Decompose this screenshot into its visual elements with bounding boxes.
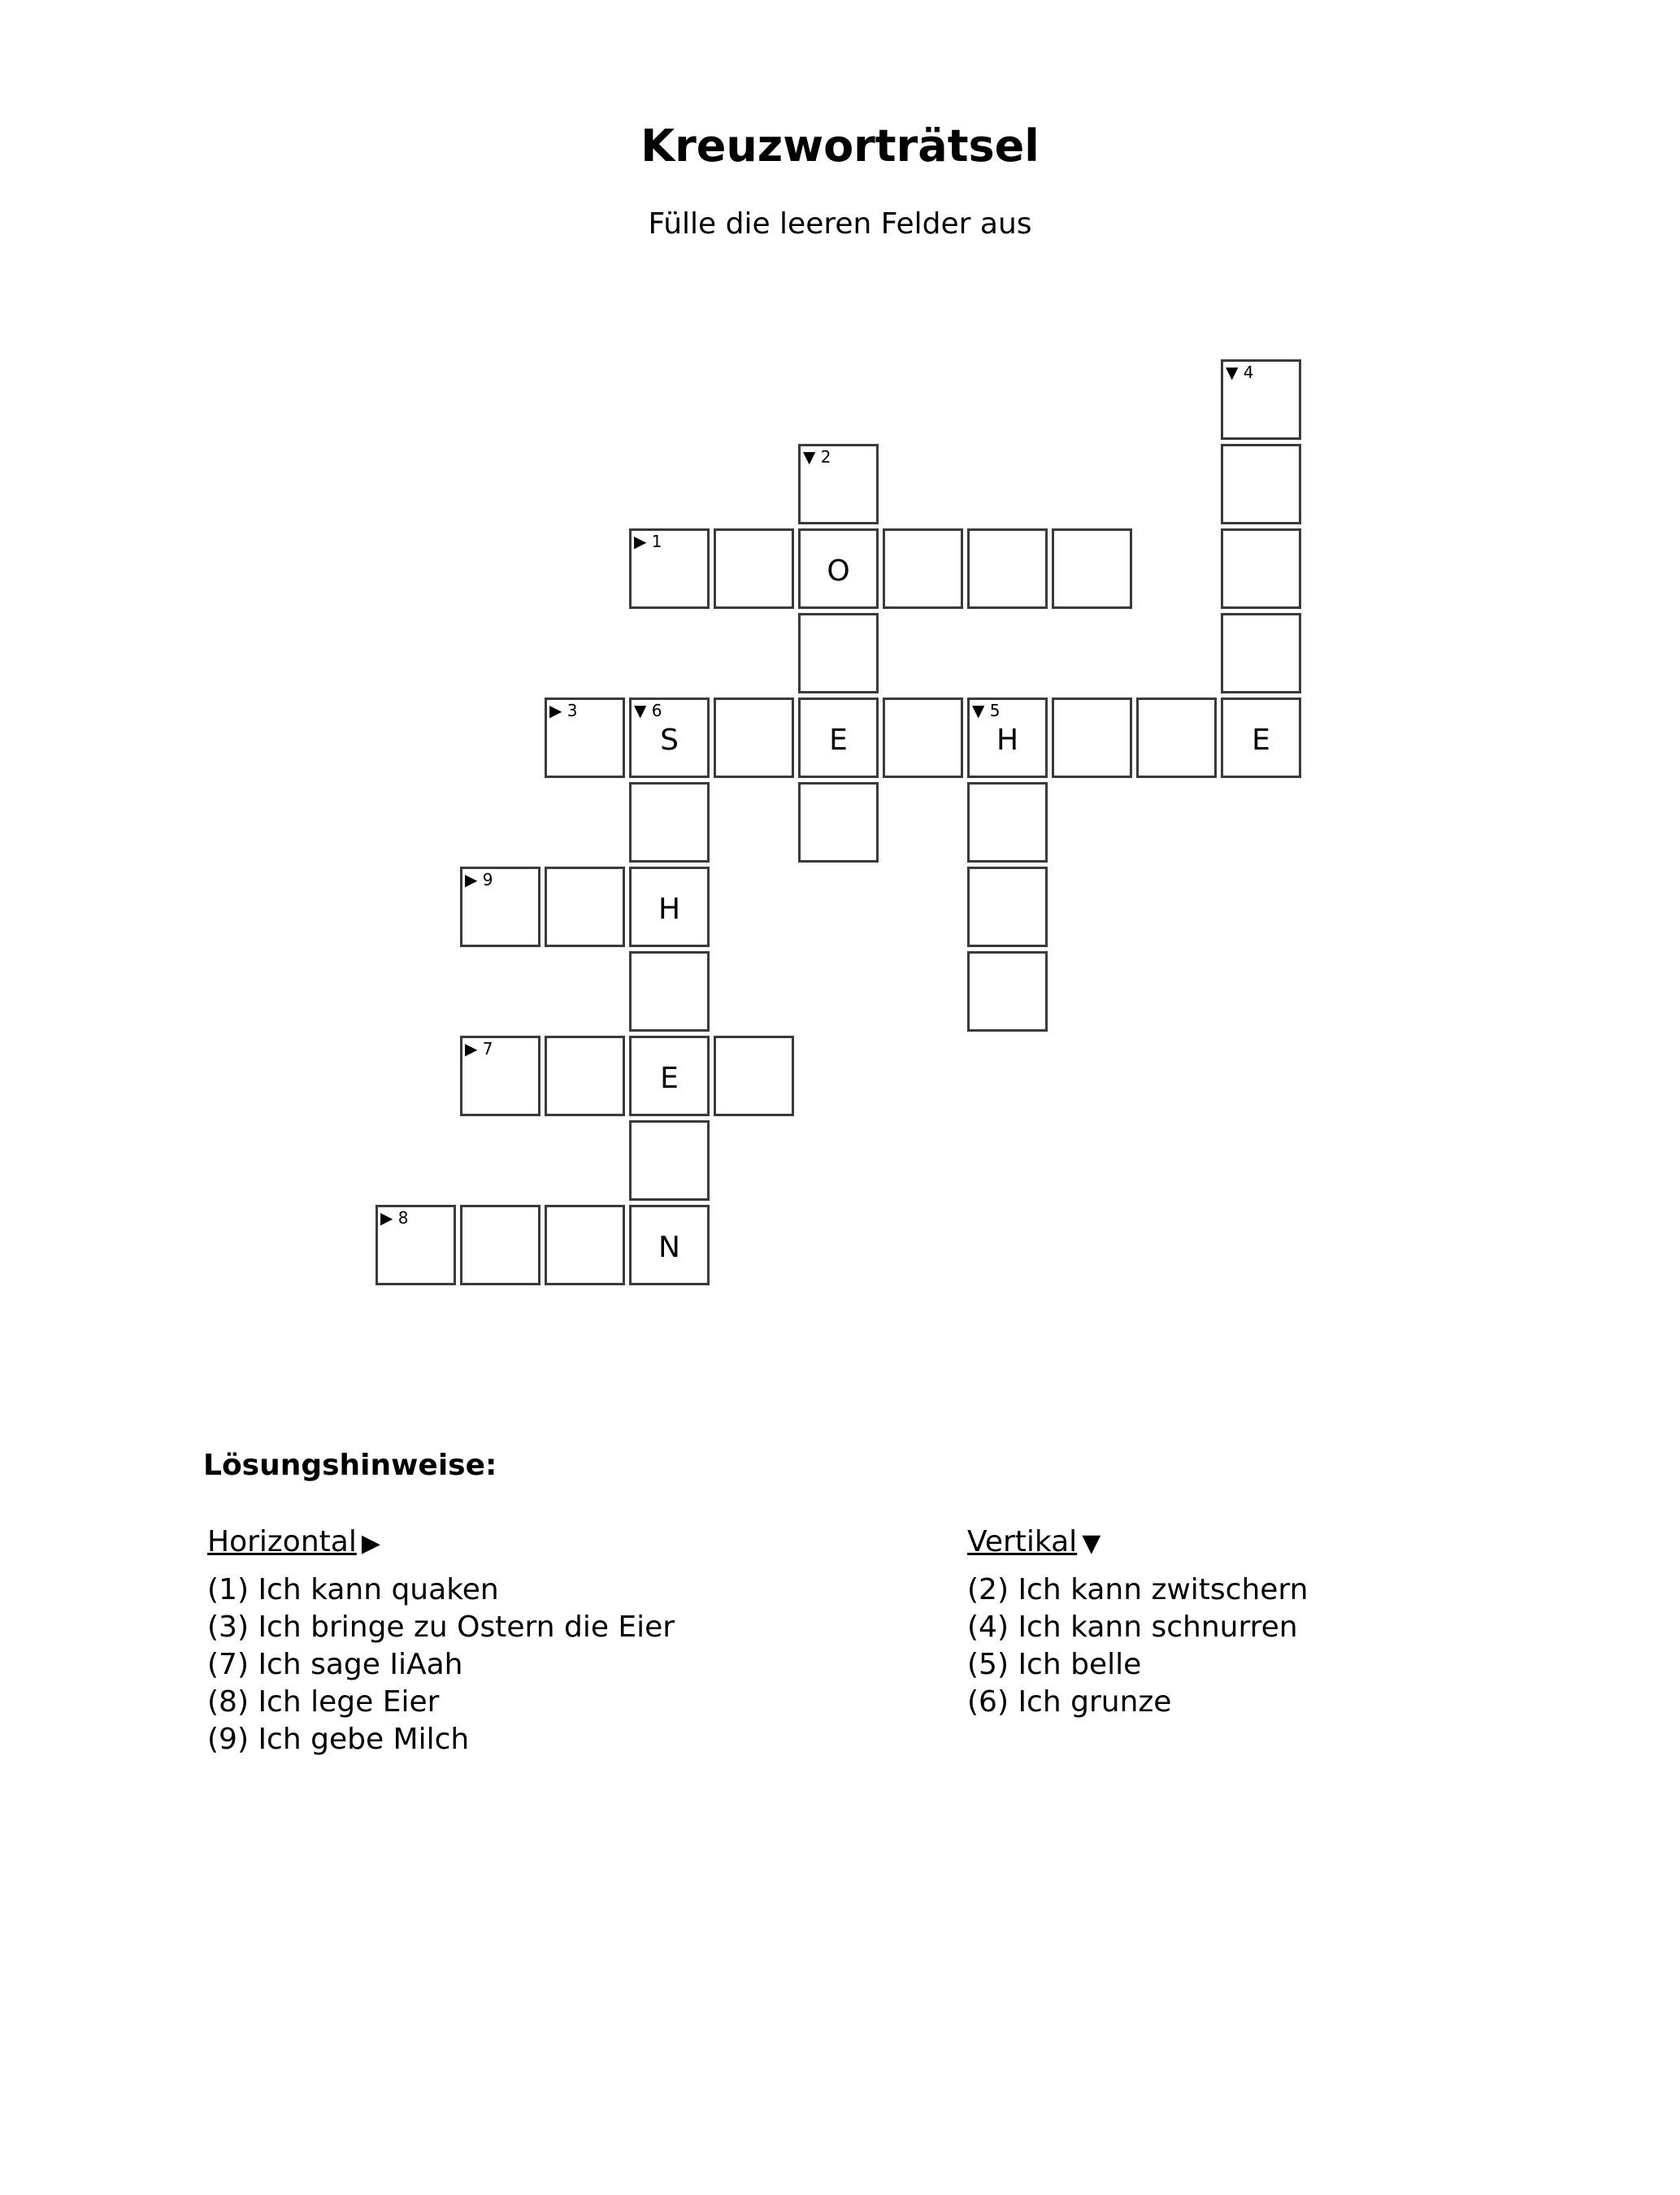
hints-title: Lösungshinweise:: [203, 1449, 497, 1482]
crossword-cell[interactable]: [1221, 613, 1301, 693]
clue-down-2: (2) Ich kann zwitschern: [967, 1573, 1309, 1606]
horizontal-heading: [207, 1523, 675, 1563]
crossword-cell[interactable]: [629, 1120, 710, 1201]
crossword-cell[interactable]: [1052, 528, 1132, 609]
crossword-cell[interactable]: [1221, 528, 1301, 609]
crossword-cell[interactable]: [714, 528, 794, 609]
crossword-cell[interactable]: [629, 867, 710, 947]
given-letter: E: [660, 1062, 679, 1095]
crossword-cell[interactable]: [1221, 444, 1301, 524]
given-letter: S: [660, 724, 679, 757]
clue-across-3: (3) Ich bringe zu Ostern die Eier: [207, 1610, 675, 1644]
clue-across-9: (9) Ich gebe Milch: [207, 1723, 470, 1756]
crossword-cell[interactable]: [629, 698, 710, 778]
crossword-cell[interactable]: [1221, 359, 1301, 440]
down-arrow-icon: ▼: [1082, 1529, 1101, 1558]
crossword-cell[interactable]: [545, 867, 625, 947]
crossword-cell[interactable]: [714, 698, 794, 778]
crossword-cell[interactable]: [629, 1205, 710, 1285]
crossword-cell[interactable]: [883, 698, 963, 778]
clue-number: ▼ 2: [803, 447, 831, 467]
clue-number: ▶ 9: [465, 870, 493, 889]
clue-down-4: (4) Ich kann schnurren: [967, 1610, 1298, 1644]
clue-number: ▶ 7: [465, 1039, 493, 1058]
crossword-cell[interactable]: [460, 1036, 540, 1116]
clue-number: ▼ 6: [634, 701, 662, 720]
clue-down-5: (5) Ich belle: [967, 1648, 1142, 1681]
crossword-cell[interactable]: [629, 1036, 710, 1116]
clue-down-6: (6) Ich grunze: [967, 1685, 1172, 1719]
crossword-cell[interactable]: [376, 1205, 456, 1285]
crossword-cell[interactable]: [967, 951, 1048, 1032]
given-letter: E: [829, 724, 848, 757]
crossword-cell[interactable]: [714, 1036, 794, 1116]
crossword-cell[interactable]: [460, 867, 540, 947]
clue-across-7: (7) Ich sage IiAah: [207, 1648, 463, 1681]
crossword-cell[interactable]: [798, 613, 879, 693]
crossword-cell[interactable]: [1052, 698, 1132, 778]
crossword-cell[interactable]: [460, 1205, 540, 1285]
crossword-cell[interactable]: [798, 782, 879, 863]
vertical-heading: [967, 1523, 1308, 1563]
crossword-cell[interactable]: [967, 528, 1048, 609]
crossword-cell[interactable]: [798, 528, 879, 609]
crossword-cell[interactable]: [545, 698, 625, 778]
given-letter: E: [1252, 724, 1270, 757]
crossword-cell[interactable]: [629, 951, 710, 1032]
vertical-label: Vertikal: [967, 1525, 1078, 1558]
clue-number: ▶ 8: [380, 1208, 409, 1228]
clue-number: ▼ 4: [1226, 363, 1254, 382]
horizontal-label: Horizontal: [207, 1525, 357, 1558]
crossword-cell[interactable]: [629, 528, 710, 609]
horizontal-clues: [207, 1523, 675, 1758]
crossword-cell[interactable]: [883, 528, 963, 609]
clue-across-8: (8) Ich lege Eier: [207, 1685, 440, 1719]
vertical-clues: [967, 1523, 1308, 1721]
page-subtitle: Fülle die leeren Felder aus: [648, 207, 1032, 241]
crossword-cell[interactable]: [545, 1205, 625, 1285]
clue-number: ▼ 5: [972, 701, 1001, 720]
crossword-cell[interactable]: [629, 782, 710, 863]
crossword-cell[interactable]: [967, 782, 1048, 863]
page-title: Kreuzworträtsel: [640, 120, 1040, 172]
crossword-cell[interactable]: [798, 698, 879, 778]
crossword-cell[interactable]: [1136, 698, 1217, 778]
given-letter: H: [996, 724, 1019, 757]
clue-number: ▶ 1: [634, 532, 662, 551]
given-letter: N: [658, 1231, 680, 1264]
clue-across-1: (1) Ich kann quaken: [207, 1573, 499, 1606]
right-arrow-icon: ▶: [361, 1529, 380, 1558]
crossword-cell[interactable]: [967, 867, 1048, 947]
given-letter: H: [658, 893, 681, 926]
given-letter: O: [827, 554, 850, 588]
crossword-cell[interactable]: [1221, 698, 1301, 778]
crossword-cell[interactable]: [967, 698, 1048, 778]
crossword-cell[interactable]: [798, 444, 879, 524]
crossword-cell[interactable]: [545, 1036, 625, 1116]
clue-number: ▶ 3: [549, 701, 578, 720]
